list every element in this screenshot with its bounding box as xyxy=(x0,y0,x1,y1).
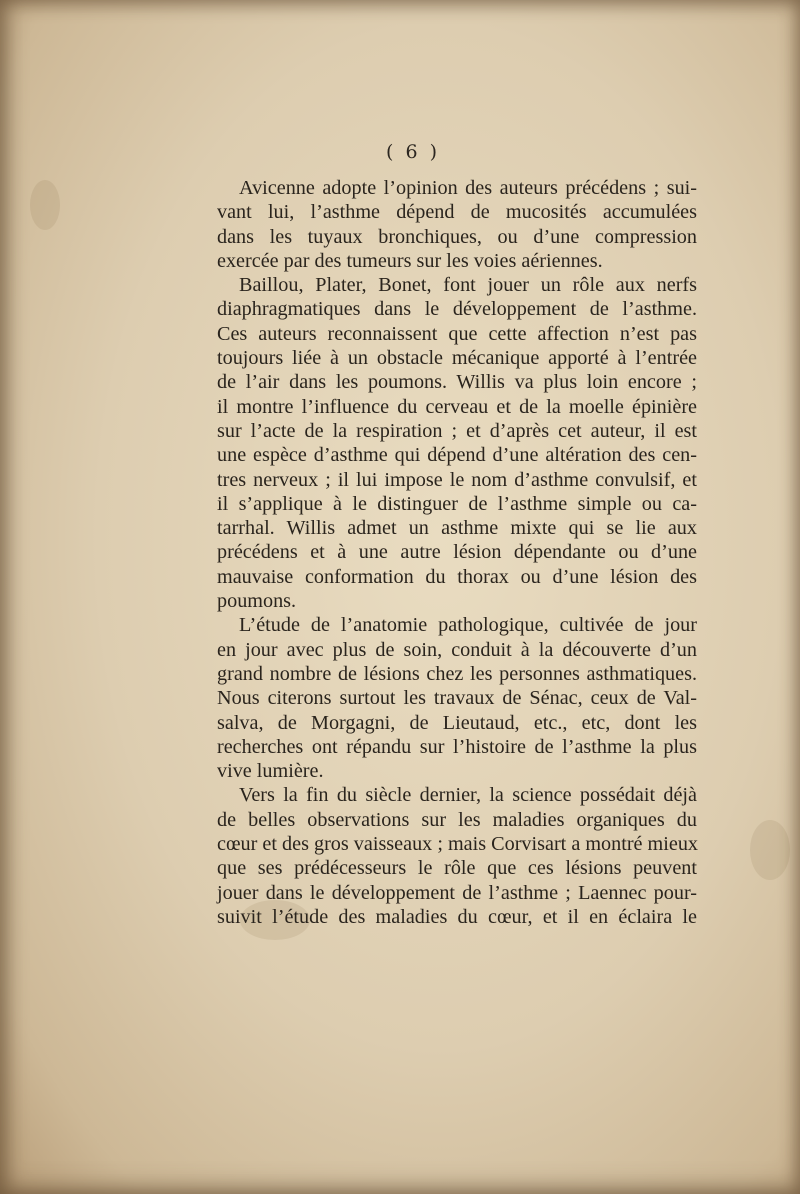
text-line: recherches ont répandu sur l’histoire de l’asthme la plus xyxy=(217,735,697,758)
text-line: vant lui, l’asthme dépend de mucosités accumulées xyxy=(217,201,697,224)
text-line: poumons. xyxy=(217,590,297,613)
paragraph-baillou xyxy=(217,273,697,613)
text-line: précédens et à une autre lésion dépendante ou d’une xyxy=(217,541,697,564)
paper-stain xyxy=(30,180,60,230)
text-line: tarrhal. Willis admet un asthme mixte qui se lie aux xyxy=(217,517,697,540)
text-line: Vers la fin du siècle dernier, la science possédait déjà xyxy=(239,784,697,807)
text-line: sur l’acte de la respiration ; et d’après cet auteur, il est xyxy=(217,419,697,442)
text-line: L’étude de l’anatomie pathologique, cultivée de jour xyxy=(239,614,697,637)
text-line: Nous citerons surtout les travaux de Sénac, ceux de Val- xyxy=(217,687,697,710)
text-line: de l’air dans les poumons. Willis va plus loin encore ; xyxy=(217,371,697,394)
text-line: que ses prédécesseurs le rôle que ces lésions peuvent xyxy=(217,857,697,880)
text-line: Ces auteurs reconnaissent que cette affection n’est pas xyxy=(217,322,697,345)
text-line: de belles observations sur les maladies organiques du xyxy=(217,808,697,831)
text-line: Baillou, Plater, Bonet, font jouer un rôle aux nerfs xyxy=(239,274,697,297)
text-line: jouer dans le développement de l’asthme ; Laennec pour- xyxy=(217,881,697,904)
text-line: une espèce d’asthme qui dépend d’une altération des cen- xyxy=(217,444,697,467)
text-line: tres nerveux ; il lui impose le nom d’asthme convulsif, et xyxy=(217,468,697,491)
text-line: salva, de Morgagni, de Lieutaud, etc., etc, dont les xyxy=(217,711,697,734)
page-number: ( 6 ) xyxy=(386,141,440,163)
text-line: grand nombre de lésions chez les personnes asthmatiques. xyxy=(217,662,697,685)
text-line: Avicenne adopte l’opinion des auteurs précédens ; sui- xyxy=(239,177,697,199)
text-line: toujours liée à un obstacle mécanique apporté à l’entrée xyxy=(217,347,697,370)
text-line: il montre l’influence du cerveau et de la moelle épinière xyxy=(217,395,697,418)
paragraph-avicenne xyxy=(217,176,697,273)
text-line: vive lumière. xyxy=(217,760,324,783)
paper-stain xyxy=(750,820,790,880)
paragraph-corvisart xyxy=(217,783,697,929)
text-line: en jour avec plus de soin, conduit à la découverte d’un xyxy=(217,638,697,661)
text-line: suivit l’étude des maladies du cœur, et il en éclaira le xyxy=(217,905,697,928)
text-line: exercée par des tumeurs sur les voies aériennes. xyxy=(217,249,603,272)
text-line: mauvaise conformation du thorax ou d’une lésion des xyxy=(217,565,697,588)
paragraph-anatomie xyxy=(217,613,697,783)
text-line: dans les tuyaux bronchiques, ou d’une compression xyxy=(217,225,697,248)
text-line: cœur et des gros vaisseaux ; mais Corvisart a montré mieux xyxy=(217,833,699,856)
text-line: diaphragmatiques dans le développement de l’asthme. xyxy=(217,298,697,321)
body-text xyxy=(217,176,697,929)
text-line: il s’applique à le distinguer de l’asthme simple ou ca- xyxy=(217,492,697,515)
